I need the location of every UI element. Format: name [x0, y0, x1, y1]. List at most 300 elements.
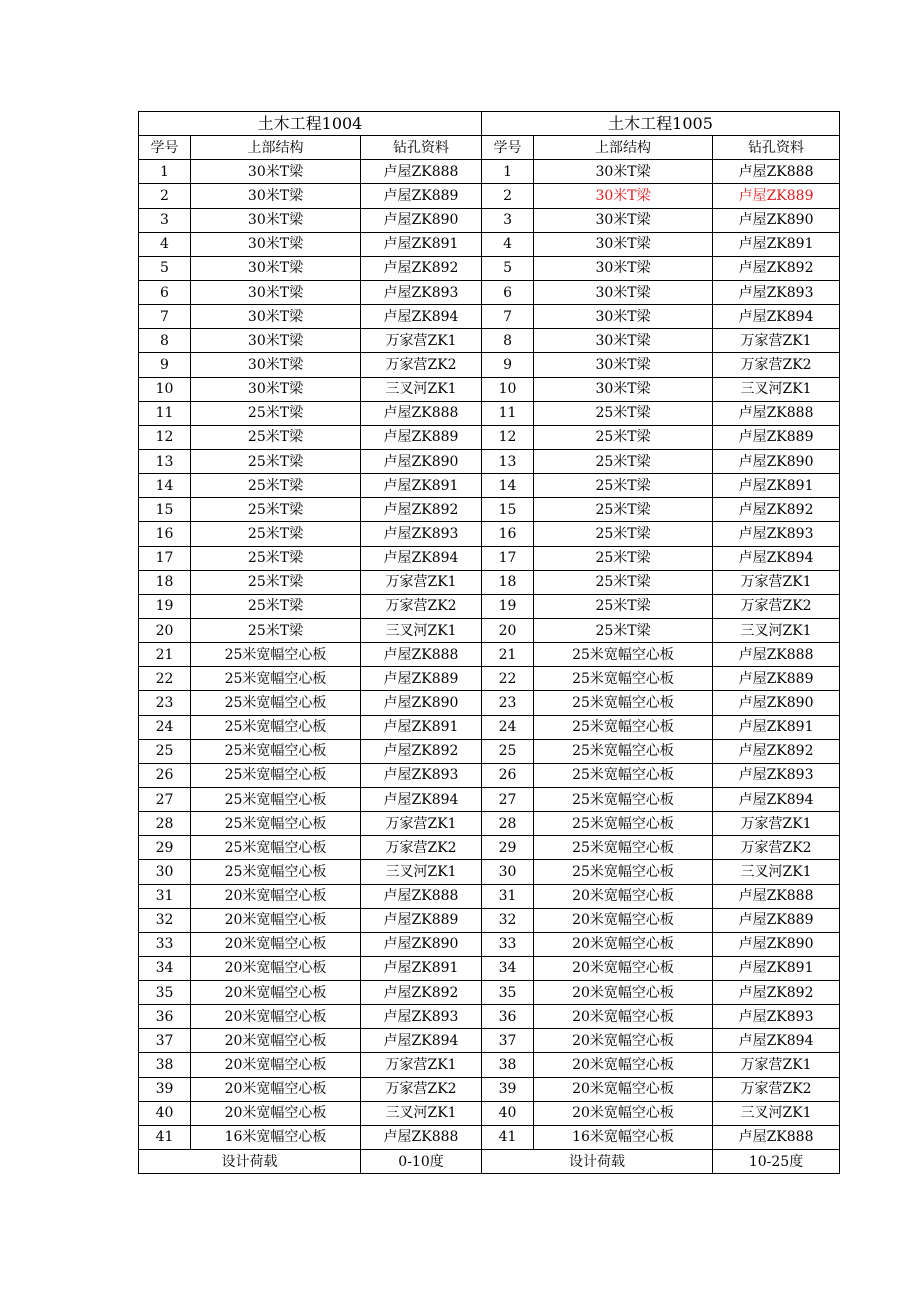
structure-cell: 30米T梁 [191, 160, 361, 184]
student-no-cell: 26 [139, 763, 191, 787]
student-no-cell: 7 [139, 305, 191, 329]
borehole-cell: 卢屋ZK893 [361, 763, 482, 787]
footer-label-left: 设计荷载 [139, 1150, 361, 1174]
structure-cell: 30米T梁 [191, 184, 361, 208]
student-no-cell: 32 [482, 908, 534, 932]
borehole-cell: 万家营ZK1 [361, 812, 482, 836]
structure-cell: 25米宽幅空心板 [534, 860, 713, 884]
student-no-cell: 14 [139, 474, 191, 498]
structure-cell: 30米T梁 [191, 232, 361, 256]
student-no-cell: 2 [482, 184, 534, 208]
structure-cell: 20米宽幅空心板 [534, 1101, 713, 1125]
borehole-cell: 万家营ZK2 [713, 594, 840, 618]
table-row [139, 1053, 840, 1077]
structure-cell: 25米T梁 [191, 618, 361, 642]
borehole-cell: 卢屋ZK892 [361, 739, 482, 763]
structure-cell: 20米宽幅空心板 [534, 1005, 713, 1029]
borehole-cell: 卢屋ZK888 [361, 884, 482, 908]
structure-cell: 25米宽幅空心板 [534, 643, 713, 667]
student-no-cell: 8 [139, 329, 191, 353]
borehole-cell: 卢屋ZK891 [361, 474, 482, 498]
student-no-cell: 20 [482, 618, 534, 642]
borehole-cell: 卢屋ZK891 [713, 232, 840, 256]
borehole-cell: 三叉河ZK1 [713, 377, 840, 401]
borehole-cell: 万家营ZK1 [361, 570, 482, 594]
borehole-cell: 卢屋ZK892 [713, 739, 840, 763]
table-row [139, 232, 840, 256]
structure-cell: 25米宽幅空心板 [191, 739, 361, 763]
structure-cell: 25米T梁 [191, 425, 361, 449]
student-no-cell: 6 [482, 280, 534, 304]
column-header-row [139, 136, 840, 160]
borehole-cell: 卢屋ZK894 [713, 1029, 840, 1053]
student-no-cell: 19 [482, 594, 534, 618]
col-header-student-no: 学号 [482, 136, 534, 160]
borehole-cell: 万家营ZK2 [713, 353, 840, 377]
student-no-cell: 28 [482, 812, 534, 836]
borehole-cell: 卢屋ZK891 [713, 715, 840, 739]
student-no-cell: 6 [139, 280, 191, 304]
student-no-cell: 5 [482, 256, 534, 280]
borehole-cell: 卢屋ZK892 [713, 256, 840, 280]
group-title-row [139, 112, 840, 136]
student-no-cell: 35 [482, 981, 534, 1005]
student-no-cell: 13 [139, 449, 191, 473]
borehole-cell: 卢屋ZK893 [713, 1005, 840, 1029]
structure-cell: 25米T梁 [534, 449, 713, 473]
borehole-cell: 卢屋ZK892 [361, 256, 482, 280]
structure-cell: 30米T梁 [191, 353, 361, 377]
borehole-cell: 三叉河ZK1 [361, 618, 482, 642]
borehole-cell: 万家营ZK1 [361, 1053, 482, 1077]
structure-cell: 25米T梁 [191, 498, 361, 522]
borehole-cell: 卢屋ZK889 [713, 184, 840, 208]
borehole-cell: 卢屋ZK893 [713, 522, 840, 546]
student-no-cell: 31 [139, 884, 191, 908]
student-no-cell: 3 [139, 208, 191, 232]
table-row [139, 305, 840, 329]
table-row [139, 377, 840, 401]
student-no-cell: 39 [482, 1077, 534, 1101]
student-no-cell: 12 [482, 425, 534, 449]
student-no-cell: 20 [139, 618, 191, 642]
structure-cell: 25米宽幅空心板 [534, 812, 713, 836]
structure-cell: 20米宽幅空心板 [191, 1101, 361, 1125]
student-no-cell: 21 [482, 643, 534, 667]
student-no-cell: 34 [482, 956, 534, 980]
table-row [139, 884, 840, 908]
col-header-structure: 上部结构 [534, 136, 713, 160]
table-row [139, 715, 840, 739]
structure-cell: 25米宽幅空心板 [191, 667, 361, 691]
table-row [139, 1005, 840, 1029]
borehole-cell: 卢屋ZK888 [361, 643, 482, 667]
borehole-cell: 万家营ZK2 [361, 836, 482, 860]
student-no-cell: 23 [482, 691, 534, 715]
table-row [139, 932, 840, 956]
student-no-cell: 15 [139, 498, 191, 522]
structure-cell: 25米T梁 [534, 474, 713, 498]
footer-row [139, 1150, 840, 1174]
structure-cell: 16米宽幅空心板 [191, 1125, 361, 1149]
table-row [139, 498, 840, 522]
student-no-cell: 11 [482, 401, 534, 425]
structure-cell: 25米宽幅空心板 [534, 739, 713, 763]
structure-cell: 20米宽幅空心板 [191, 932, 361, 956]
student-no-cell: 17 [482, 546, 534, 570]
student-no-cell: 23 [139, 691, 191, 715]
borehole-cell: 卢屋ZK889 [361, 908, 482, 932]
borehole-cell: 卢屋ZK888 [713, 401, 840, 425]
borehole-cell: 卢屋ZK891 [361, 232, 482, 256]
structure-cell: 25米宽幅空心板 [191, 860, 361, 884]
student-no-cell: 9 [482, 353, 534, 377]
student-no-cell: 29 [139, 836, 191, 860]
student-no-cell: 9 [139, 353, 191, 377]
table-row [139, 836, 840, 860]
student-no-cell: 39 [139, 1077, 191, 1101]
borehole-cell: 卢屋ZK894 [361, 787, 482, 811]
structure-cell: 20米宽幅空心板 [534, 1053, 713, 1077]
student-no-cell: 1 [482, 160, 534, 184]
structure-cell: 20米宽幅空心板 [534, 884, 713, 908]
footer-value-right: 10-25度 [713, 1150, 840, 1174]
borehole-cell: 卢屋ZK888 [713, 1125, 840, 1149]
table-row [139, 1029, 840, 1053]
table-row [139, 643, 840, 667]
borehole-cell: 三叉河ZK1 [361, 860, 482, 884]
structure-cell: 25米T梁 [191, 594, 361, 618]
structure-cell: 25米T梁 [534, 546, 713, 570]
structure-cell: 25米T梁 [191, 449, 361, 473]
student-no-cell: 33 [482, 932, 534, 956]
borehole-cell: 卢屋ZK888 [713, 160, 840, 184]
student-no-cell: 25 [139, 739, 191, 763]
student-no-cell: 40 [139, 1101, 191, 1125]
table-row [139, 908, 840, 932]
borehole-cell: 卢屋ZK888 [713, 643, 840, 667]
structure-cell: 25米宽幅空心板 [191, 763, 361, 787]
borehole-cell: 卢屋ZK889 [361, 425, 482, 449]
table-row [139, 256, 840, 280]
structure-cell: 20米宽幅空心板 [191, 1053, 361, 1077]
student-no-cell: 29 [482, 836, 534, 860]
borehole-cell: 三叉河ZK1 [361, 377, 482, 401]
student-no-cell: 17 [139, 546, 191, 570]
student-no-cell: 16 [139, 522, 191, 546]
borehole-cell: 卢屋ZK893 [713, 763, 840, 787]
table-row [139, 522, 840, 546]
borehole-cell: 卢屋ZK890 [361, 932, 482, 956]
borehole-cell: 卢屋ZK889 [713, 425, 840, 449]
borehole-cell: 卢屋ZK892 [713, 981, 840, 1005]
borehole-cell: 卢屋ZK890 [713, 449, 840, 473]
borehole-cell: 万家营ZK2 [713, 1077, 840, 1101]
structure-cell: 25米宽幅空心板 [191, 715, 361, 739]
structure-cell: 25米宽幅空心板 [191, 836, 361, 860]
structure-cell: 20米宽幅空心板 [191, 908, 361, 932]
borehole-cell: 三叉河ZK1 [361, 1101, 482, 1125]
borehole-cell: 卢屋ZK889 [361, 184, 482, 208]
structure-cell: 25米T梁 [191, 522, 361, 546]
structure-cell: 25米T梁 [191, 474, 361, 498]
borehole-cell: 卢屋ZK890 [713, 932, 840, 956]
table-row [139, 1101, 840, 1125]
student-no-cell: 4 [139, 232, 191, 256]
table-row [139, 280, 840, 304]
table-row [139, 208, 840, 232]
structure-cell: 25米T梁 [191, 570, 361, 594]
student-no-cell: 32 [139, 908, 191, 932]
structure-cell: 30米T梁 [191, 377, 361, 401]
col-header-borehole: 钻孔资料 [361, 136, 482, 160]
student-no-cell: 38 [482, 1053, 534, 1077]
structure-cell: 25米T梁 [191, 546, 361, 570]
structure-cell: 30米T梁 [534, 377, 713, 401]
structure-cell: 20米宽幅空心板 [191, 1077, 361, 1101]
table-row [139, 1125, 840, 1149]
student-no-cell: 15 [482, 498, 534, 522]
table-row [139, 691, 840, 715]
borehole-cell: 卢屋ZK893 [361, 1005, 482, 1029]
table-row [139, 860, 840, 884]
structure-cell: 20米宽幅空心板 [534, 932, 713, 956]
borehole-cell: 三叉河ZK1 [713, 860, 840, 884]
student-no-cell: 28 [139, 812, 191, 836]
borehole-cell: 万家营ZK1 [713, 570, 840, 594]
student-no-cell: 36 [482, 1005, 534, 1029]
structure-cell: 30米T梁 [534, 208, 713, 232]
student-no-cell: 3 [482, 208, 534, 232]
student-no-cell: 40 [482, 1101, 534, 1125]
structure-cell: 25米宽幅空心板 [534, 787, 713, 811]
table-row [139, 570, 840, 594]
student-no-cell: 41 [139, 1125, 191, 1149]
table-row [139, 184, 840, 208]
student-no-cell: 4 [482, 232, 534, 256]
table-row [139, 160, 840, 184]
structure-cell: 30米T梁 [534, 353, 713, 377]
borehole-cell: 卢屋ZK891 [713, 474, 840, 498]
student-no-cell: 18 [139, 570, 191, 594]
borehole-cell: 卢屋ZK891 [713, 956, 840, 980]
borehole-cell: 万家营ZK1 [713, 812, 840, 836]
borehole-cell: 三叉河ZK1 [713, 1101, 840, 1125]
structure-cell: 30米T梁 [534, 280, 713, 304]
structure-cell: 25米T梁 [534, 498, 713, 522]
student-no-cell: 37 [482, 1029, 534, 1053]
structure-cell: 20米宽幅空心板 [534, 981, 713, 1005]
student-no-cell: 8 [482, 329, 534, 353]
student-no-cell: 11 [139, 401, 191, 425]
table-row [139, 667, 840, 691]
borehole-cell: 卢屋ZK890 [361, 449, 482, 473]
table-row [139, 474, 840, 498]
borehole-cell: 万家营ZK1 [713, 329, 840, 353]
structure-cell: 25米宽幅空心板 [534, 667, 713, 691]
table-row [139, 1077, 840, 1101]
student-no-cell: 22 [139, 667, 191, 691]
table-row [139, 812, 840, 836]
borehole-cell: 万家营ZK2 [361, 594, 482, 618]
table-row [139, 981, 840, 1005]
borehole-cell: 卢屋ZK893 [361, 280, 482, 304]
student-no-cell: 33 [139, 932, 191, 956]
student-no-cell: 25 [482, 739, 534, 763]
student-no-cell: 10 [139, 377, 191, 401]
student-no-cell: 5 [139, 256, 191, 280]
table-row [139, 763, 840, 787]
student-no-cell: 1 [139, 160, 191, 184]
structure-cell: 30米T梁 [191, 256, 361, 280]
student-no-cell: 19 [139, 594, 191, 618]
borehole-cell: 卢屋ZK894 [361, 546, 482, 570]
table-row [139, 787, 840, 811]
structure-cell: 25米宽幅空心板 [191, 787, 361, 811]
student-no-cell: 24 [139, 715, 191, 739]
assignment-table [138, 111, 840, 1174]
table-body [139, 112, 840, 1174]
structure-cell: 25米T梁 [534, 425, 713, 449]
structure-cell: 30米T梁 [191, 208, 361, 232]
structure-cell: 30米T梁 [534, 256, 713, 280]
structure-cell: 25米宽幅空心板 [191, 812, 361, 836]
student-no-cell: 13 [482, 449, 534, 473]
borehole-cell: 卢屋ZK889 [713, 908, 840, 932]
student-no-cell: 26 [482, 763, 534, 787]
group-title-left: 土木工程1004 [139, 112, 482, 136]
borehole-cell: 万家营ZK2 [361, 353, 482, 377]
structure-cell: 20米宽幅空心板 [191, 1029, 361, 1053]
student-no-cell: 27 [482, 787, 534, 811]
borehole-cell: 卢屋ZK893 [713, 280, 840, 304]
borehole-cell: 卢屋ZK888 [361, 160, 482, 184]
student-no-cell: 14 [482, 474, 534, 498]
borehole-cell: 万家营ZK1 [713, 1053, 840, 1077]
structure-cell: 25米T梁 [191, 401, 361, 425]
borehole-cell: 卢屋ZK892 [713, 498, 840, 522]
structure-cell: 25米宽幅空心板 [534, 836, 713, 860]
table-row [139, 353, 840, 377]
student-no-cell: 16 [482, 522, 534, 546]
table-row [139, 618, 840, 642]
student-no-cell: 12 [139, 425, 191, 449]
borehole-cell: 万家营ZK1 [361, 329, 482, 353]
student-no-cell: 30 [139, 860, 191, 884]
borehole-cell: 万家营ZK2 [361, 1077, 482, 1101]
col-header-structure: 上部结构 [191, 136, 361, 160]
structure-cell: 20米宽幅空心板 [534, 1029, 713, 1053]
structure-cell: 25米宽幅空心板 [191, 643, 361, 667]
structure-cell: 20米宽幅空心板 [191, 956, 361, 980]
structure-cell: 25米T梁 [534, 401, 713, 425]
student-no-cell: 24 [482, 715, 534, 739]
student-no-cell: 37 [139, 1029, 191, 1053]
student-no-cell: 34 [139, 956, 191, 980]
borehole-cell: 卢屋ZK894 [713, 546, 840, 570]
student-no-cell: 22 [482, 667, 534, 691]
borehole-cell: 卢屋ZK888 [713, 884, 840, 908]
footer-value-left: 0-10度 [361, 1150, 482, 1174]
structure-cell: 25米T梁 [534, 594, 713, 618]
table-row [139, 329, 840, 353]
footer-label-right: 设计荷载 [482, 1150, 713, 1174]
structure-cell: 25米宽幅空心板 [191, 691, 361, 715]
borehole-cell: 卢屋ZK894 [361, 1029, 482, 1053]
student-no-cell: 7 [482, 305, 534, 329]
borehole-cell: 三叉河ZK1 [713, 618, 840, 642]
student-no-cell: 30 [482, 860, 534, 884]
structure-cell: 30米T梁 [534, 184, 713, 208]
borehole-cell: 卢屋ZK890 [713, 208, 840, 232]
borehole-cell: 卢屋ZK890 [361, 691, 482, 715]
borehole-cell: 卢屋ZK888 [361, 1125, 482, 1149]
table-row [139, 449, 840, 473]
structure-cell: 25米T梁 [534, 522, 713, 546]
structure-cell: 20米宽幅空心板 [534, 1077, 713, 1101]
group-title-right: 土木工程1005 [482, 112, 840, 136]
borehole-cell: 卢屋ZK891 [361, 715, 482, 739]
borehole-cell: 卢屋ZK889 [361, 667, 482, 691]
borehole-cell: 卢屋ZK894 [361, 305, 482, 329]
student-no-cell: 18 [482, 570, 534, 594]
table-row [139, 425, 840, 449]
structure-cell: 30米T梁 [191, 305, 361, 329]
borehole-cell: 卢屋ZK888 [361, 401, 482, 425]
structure-cell: 30米T梁 [191, 280, 361, 304]
structure-cell: 20米宽幅空心板 [534, 956, 713, 980]
structure-cell: 25米宽幅空心板 [534, 763, 713, 787]
structure-cell: 20米宽幅空心板 [191, 981, 361, 1005]
borehole-cell: 卢屋ZK892 [361, 981, 482, 1005]
student-no-cell: 36 [139, 1005, 191, 1029]
col-header-borehole: 钻孔资料 [713, 136, 840, 160]
borehole-cell: 卢屋ZK891 [361, 956, 482, 980]
borehole-cell: 卢屋ZK890 [361, 208, 482, 232]
table-row [139, 956, 840, 980]
structure-cell: 30米T梁 [534, 329, 713, 353]
structure-cell: 25米宽幅空心板 [534, 691, 713, 715]
structure-cell: 25米宽幅空心板 [534, 715, 713, 739]
structure-cell: 20米宽幅空心板 [534, 908, 713, 932]
structure-cell: 16米宽幅空心板 [534, 1125, 713, 1149]
student-no-cell: 21 [139, 643, 191, 667]
table-row [139, 594, 840, 618]
table-row [139, 739, 840, 763]
table-row [139, 546, 840, 570]
table-row [139, 401, 840, 425]
structure-cell: 25米T梁 [534, 618, 713, 642]
borehole-cell: 万家营ZK2 [713, 836, 840, 860]
student-no-cell: 31 [482, 884, 534, 908]
borehole-cell: 卢屋ZK890 [713, 691, 840, 715]
student-no-cell: 10 [482, 377, 534, 401]
borehole-cell: 卢屋ZK894 [713, 787, 840, 811]
borehole-cell: 卢屋ZK893 [361, 522, 482, 546]
student-no-cell: 41 [482, 1125, 534, 1149]
structure-cell: 20米宽幅空心板 [191, 1005, 361, 1029]
borehole-cell: 卢屋ZK889 [713, 667, 840, 691]
borehole-cell: 卢屋ZK894 [713, 305, 840, 329]
student-no-cell: 38 [139, 1053, 191, 1077]
borehole-cell: 卢屋ZK892 [361, 498, 482, 522]
structure-cell: 30米T梁 [534, 160, 713, 184]
student-no-cell: 27 [139, 787, 191, 811]
structure-cell: 30米T梁 [191, 329, 361, 353]
structure-cell: 20米宽幅空心板 [191, 884, 361, 908]
structure-cell: 25米T梁 [534, 570, 713, 594]
structure-cell: 30米T梁 [534, 232, 713, 256]
